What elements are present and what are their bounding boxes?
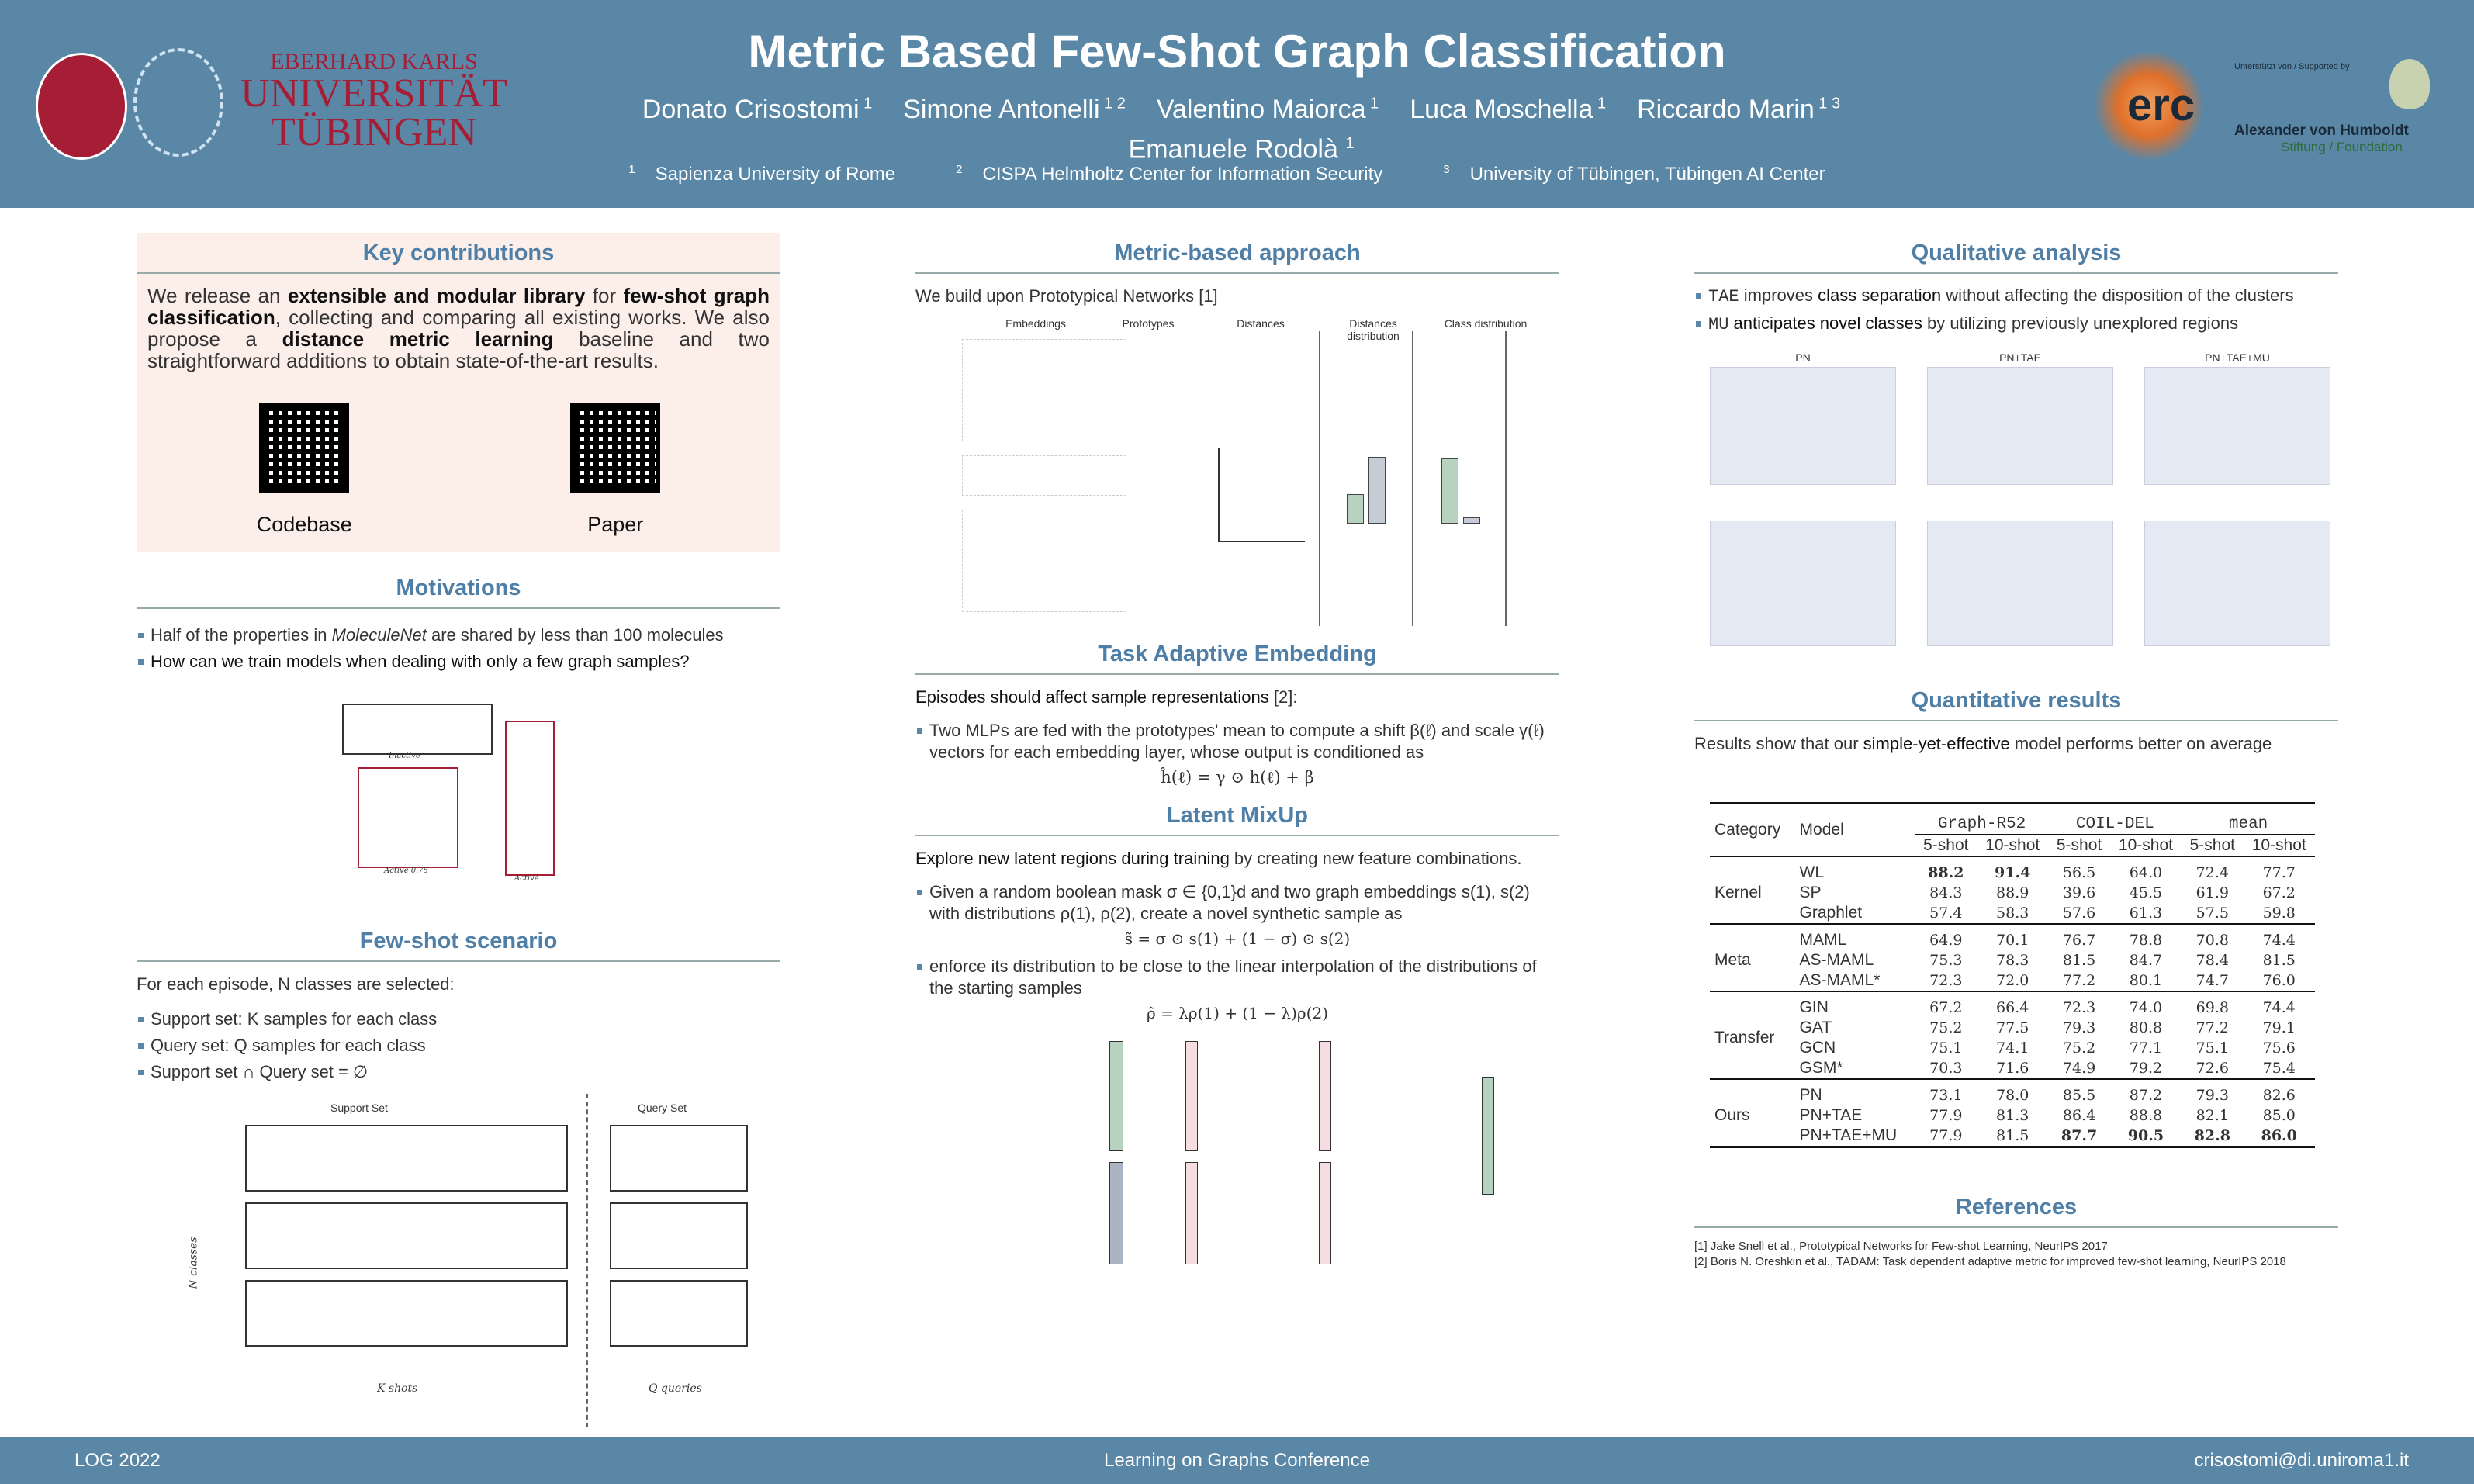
header-shot: 5-shot — [1923, 836, 1969, 854]
text-bold: anticipates novel classes — [1728, 313, 1922, 333]
value-cell: 61.3 — [2129, 905, 2163, 922]
query-row — [610, 1280, 748, 1347]
value-cell: 78.8 — [2129, 932, 2163, 949]
query-set-label: Query Set — [638, 1102, 687, 1114]
list-item: How can we train models when dealing with only a few graph samples? — [137, 651, 780, 673]
humboldt-line2: Stiftung / Foundation — [2281, 140, 2403, 154]
value-cell: 66.4 — [1996, 999, 2029, 1016]
model-cell: AS-MAML* — [1799, 971, 1881, 989]
pn-tae-scatter-plot — [1927, 367, 2113, 485]
author-affil: 1 — [1365, 95, 1379, 112]
set-divider — [586, 1094, 588, 1427]
value-cell: 72.3 — [1929, 972, 1963, 989]
support-row — [245, 1202, 568, 1269]
value-cell: 75.2 — [1929, 1019, 1963, 1036]
value-cell: 87.2 — [2129, 1087, 2163, 1104]
table-row — [1710, 1038, 2315, 1058]
value-cell: 74.7 — [2195, 972, 2229, 989]
value-cell: 86.0 — [2261, 1127, 2297, 1144]
value-cell: 57.5 — [2195, 905, 2229, 922]
value-cell: 64.0 — [2129, 864, 2163, 881]
text: by utilizing previously unexplored regions — [1922, 313, 2239, 333]
erc-logo — [2095, 51, 2203, 160]
query-row — [610, 1202, 748, 1269]
text: baseline and two straightforward additions to obtain state-of-the-art results. — [147, 327, 770, 372]
mixup-diagram — [977, 1030, 1521, 1278]
diagram-label: Distances distribution — [1347, 317, 1400, 342]
value-cell: 59.8 — [2262, 905, 2296, 922]
code-text: TAE — [1708, 287, 1739, 306]
text: are shared by less than 100 molecules — [426, 625, 724, 645]
value-cell: 45.5 — [2129, 884, 2163, 901]
class-bar-c2 — [1463, 517, 1480, 524]
value-cell: 69.8 — [2195, 999, 2229, 1016]
value-cell: 79.1 — [2262, 1019, 2296, 1036]
value-cell: 57.6 — [2062, 905, 2096, 922]
text: by creating new feature combinations. — [1229, 849, 1522, 868]
value-cell: 72.4 — [2195, 864, 2229, 881]
q-queries-label: Q queries — [649, 1382, 702, 1395]
model-cell: GCN — [1799, 1039, 1836, 1057]
affiliations — [0, 163, 2474, 185]
results-table — [1710, 802, 2315, 1148]
poster-header — [0, 0, 2474, 208]
divider — [1505, 331, 1507, 626]
value-cell: 81.5 — [2262, 952, 2296, 969]
metric-intro: We build upon Prototypical Networks [1] — [915, 286, 1218, 306]
value-cell: 79.3 — [2195, 1087, 2229, 1104]
mixup-intro — [915, 847, 1559, 870]
category-cell: Transfer — [1714, 1029, 1775, 1046]
value-cell: 86.4 — [2062, 1107, 2096, 1124]
code-text: MU — [1708, 315, 1729, 334]
value-cell: 61.9 — [2195, 884, 2229, 901]
diagram-label: Embeddings — [1005, 317, 1066, 330]
value-cell: 77.7 — [2262, 864, 2296, 881]
affiliation — [1443, 164, 1845, 185]
value-cell: 70.3 — [1929, 1060, 1963, 1077]
k-shots-label: K shots — [377, 1382, 418, 1395]
author-name: Donato Crisostomi — [642, 95, 860, 125]
text-bold: distance metric learning — [282, 327, 554, 351]
text: Episodes should affect sample representations — [915, 687, 1269, 707]
value-cell: 39.6 — [2062, 884, 2096, 901]
erc-wordmark: erc — [2127, 80, 2195, 130]
list-item: Query set: Q samples for each class — [137, 1035, 780, 1057]
author-name: Simone Antonelli — [903, 95, 1100, 125]
mixup-equation-2: ρ̃ = λρ(1) + (1 − λ)ρ(2) — [1146, 1004, 1329, 1022]
author — [1157, 95, 1379, 124]
text: , collecting and comparing all existing works. We also propose a — [147, 306, 770, 351]
list-item — [1694, 313, 2338, 336]
author-affil: 1 2 — [1099, 95, 1126, 112]
qualitative-title: Qualitative analysis — [1694, 233, 2338, 274]
author — [903, 95, 1126, 124]
synthetic-sample — [1482, 1077, 1494, 1195]
left-column — [137, 233, 780, 1435]
table-row — [1710, 903, 2315, 924]
model-cell: Graphlet — [1799, 904, 1863, 922]
value-cell: 88.9 — [1996, 884, 2029, 901]
footer-left: LOG 2022 — [74, 1450, 161, 1471]
footer-center: Learning on Graphs Conference — [1104, 1450, 1370, 1471]
motivations-list — [137, 624, 780, 673]
fewshot-title: Few-shot scenario — [137, 929, 780, 962]
masked-s2 — [1319, 1162, 1331, 1264]
text-bold: extensible and modular library — [287, 284, 586, 307]
middle-column — [915, 233, 1559, 1278]
footer-email[interactable]: crisostomi@di.uniroma1.it — [2194, 1450, 2409, 1471]
header-dataset: mean — [2182, 804, 2315, 835]
authors-line1 — [543, 87, 1939, 126]
value-cell: 79.3 — [2062, 1019, 2096, 1036]
list-item: enforce its distribution to be close to the linear interpolation of the distributions of the starting samples — [915, 956, 1559, 999]
diagram-label: Class distribution — [1444, 317, 1528, 330]
metric-title: Metric-based approach — [915, 233, 1559, 274]
table-row — [1710, 856, 2315, 883]
value-cell: 74.4 — [2262, 932, 2296, 949]
text: for — [585, 284, 624, 307]
humboldt-logo — [2234, 62, 2452, 155]
tae-intro — [915, 686, 1559, 709]
plot-title: PN+TAE+MU — [2205, 351, 2270, 364]
model-cell: SP — [1799, 884, 1822, 901]
support-set-label: Support Set — [330, 1102, 388, 1114]
mixup-list — [915, 881, 1559, 925]
text-bold: simple-yet-effective — [1863, 734, 2010, 753]
affiliation-name: Sapienza University of Rome — [655, 164, 896, 185]
header-model: Model — [1799, 821, 1844, 839]
author — [1637, 95, 1840, 124]
codebase-qr-code[interactable] — [259, 403, 349, 493]
value-cell: 75.1 — [1929, 1039, 1963, 1057]
molecule-activity-figure — [342, 704, 575, 890]
model-cell: PN+TAE+MU — [1799, 1126, 1898, 1144]
reference-2: [2] Boris N. Oreshkin et al., TADAM: Task dependent adaptive metric for improved few-shot learning, NeurIPS 2018 — [1694, 1255, 2286, 1268]
author-affil: 1 3 — [1814, 95, 1841, 112]
text: We release an — [147, 284, 288, 307]
value-cell: 72.3 — [2062, 999, 2096, 1016]
right-column — [1694, 233, 2338, 1270]
header-shot: 5-shot — [2189, 836, 2235, 854]
value-cell: 80.1 — [2129, 972, 2163, 989]
model-cell: GSM* — [1799, 1059, 1843, 1077]
text: without affecting the disposition of the clusters — [1941, 285, 2294, 305]
paper-label: Paper — [587, 513, 644, 536]
category-cell: Ours — [1714, 1106, 1750, 1124]
table-row — [1710, 1058, 2315, 1079]
list-item: Given a random boolean mask σ ∈ {0,1}d and two graph embeddings s(1), s(2) with distributions ρ(1), ρ(2), create a novel synthetic sample as — [915, 881, 1559, 925]
value-cell: 77.9 — [1929, 1107, 1963, 1124]
category-cell: Kernel — [1714, 884, 1762, 901]
table-row — [1710, 924, 2315, 950]
text-bold: few-shot graph classification — [147, 284, 770, 329]
value-cell: 74.1 — [1996, 1039, 2029, 1057]
key-contributions-title: Key contributions — [137, 233, 780, 274]
reference-1: [1] Jake Snell et al., Prototypical Networks for Few-shot Learning, NeurIPS 2017 — [1694, 1240, 2108, 1253]
mixup-list-2 — [915, 956, 1559, 999]
author-affil: 1 — [1345, 135, 1355, 153]
text: Half of the properties in — [151, 625, 332, 645]
value-cell: 75.4 — [2262, 1060, 2296, 1077]
value-cell: 64.9 — [1929, 932, 1963, 949]
active-075-molecule — [358, 767, 458, 868]
plot-title: PN — [1795, 351, 1811, 364]
value-cell: 77.9 — [1929, 1127, 1963, 1144]
text: improves — [1739, 285, 1818, 305]
query-embedding — [962, 455, 1126, 496]
inactive-molecules — [342, 704, 493, 755]
table-row — [1710, 1018, 2315, 1038]
value-cell: 67.2 — [2262, 884, 2296, 901]
pn-tae-mu-scatter-plot — [2144, 367, 2330, 485]
fewshot-figure — [183, 1102, 757, 1435]
diagram-label: Distances — [1237, 317, 1285, 330]
distance-bar-c1 — [1347, 494, 1364, 524]
codebase-label: Codebase — [256, 513, 352, 536]
value-cell: 75.6 — [2262, 1039, 2296, 1057]
header-dataset: COIL-DEL — [2048, 804, 2182, 835]
value-cell: 75.3 — [1929, 952, 1963, 969]
tae-equation: ĥ(ℓ) = γ ⊙ h(ℓ) + β — [1161, 768, 1314, 787]
author-affil: 1 — [1593, 95, 1607, 112]
paper-qr-code[interactable] — [570, 403, 660, 493]
mask-sigma — [1185, 1041, 1198, 1151]
list-item: Support set ∩ Query set = ∅ — [137, 1061, 780, 1083]
fewshot-intro: For each episode, N classes are selected: — [137, 974, 455, 994]
embedding-s1 — [1109, 1041, 1123, 1151]
value-cell: 71.6 — [1996, 1060, 2029, 1077]
value-cell: 91.4 — [1995, 864, 2031, 881]
support-row — [245, 1125, 568, 1192]
text: [2]: — [1268, 687, 1298, 707]
text-italic: MoleculeNet — [331, 625, 427, 645]
class-bar-c1 — [1441, 458, 1458, 524]
references-title: References — [1694, 1195, 2338, 1228]
author — [1410, 95, 1606, 124]
mask-one-minus-sigma — [1185, 1162, 1198, 1264]
value-cell: 77.2 — [2195, 1019, 2229, 1036]
class1-embeddings — [962, 339, 1126, 441]
n-classes-label: N classes — [187, 1237, 200, 1289]
affiliation — [956, 164, 1403, 185]
value-cell: 76.7 — [2062, 932, 2096, 949]
value-cell: 57.4 — [1929, 905, 1963, 922]
value-cell: 82.6 — [2262, 1087, 2296, 1104]
support-row — [245, 1280, 568, 1347]
value-cell: 56.5 — [2062, 864, 2096, 881]
value-cell: 74.9 — [2062, 1060, 2096, 1077]
value-cell: 81.3 — [1996, 1107, 2029, 1124]
table-row — [1710, 1126, 2315, 1147]
table-header-row — [1710, 804, 2315, 835]
table-row — [1710, 883, 2315, 903]
qualitative-list — [1694, 285, 2338, 336]
table-row — [1710, 950, 2315, 970]
model-cell: WL — [1799, 863, 1825, 881]
value-cell: 81.5 — [1996, 1127, 2029, 1144]
table-row — [1710, 1079, 2315, 1105]
pn-tae-mu-novel-class-plot — [2144, 521, 2330, 646]
text: model performs better on average — [2009, 734, 2272, 753]
authors — [543, 87, 1939, 167]
inactive-label: Inactive — [389, 752, 420, 760]
list-item: Support set: K samples for each class — [137, 1008, 780, 1030]
category-cell: Meta — [1714, 951, 1751, 969]
humboldt-portrait — [2389, 59, 2430, 109]
affiliation-number: 3 — [1443, 163, 1450, 176]
pn-tae-novel-class-plot — [1927, 521, 2113, 646]
fewshot-list — [137, 1008, 780, 1083]
divider — [1319, 331, 1320, 626]
value-cell: 88.8 — [2129, 1107, 2163, 1124]
value-cell: 73.1 — [1929, 1087, 1963, 1104]
authors-line2 — [543, 126, 1939, 166]
mixup-equation-1: s̃ = σ ⊙ s(1) + (1 − σ) ⊙ s(2) — [1124, 929, 1351, 948]
value-cell: 80.8 — [2129, 1019, 2163, 1036]
list-item — [137, 624, 780, 646]
diagram-label: Prototypes — [1122, 317, 1175, 330]
value-cell: 87.7 — [2061, 1127, 2098, 1144]
header-shot: 10-shot — [1985, 836, 2040, 854]
value-cell: 74.0 — [2129, 999, 2163, 1016]
affiliation-name: University of Tübingen, Tübingen AI Center — [1469, 164, 1825, 185]
value-cell: 76.0 — [2262, 972, 2296, 989]
affiliation-number: 2 — [956, 163, 963, 176]
table-row — [1710, 991, 2315, 1018]
author-name: Luca Moschella — [1410, 95, 1593, 125]
model-cell: MAML — [1799, 931, 1847, 949]
distance-plot — [1218, 448, 1305, 542]
header-shot: 5-shot — [2056, 836, 2102, 854]
model-cell: GIN — [1799, 998, 1829, 1016]
mixup-title: Latent MixUp — [915, 803, 1559, 836]
plot-title: PN+TAE — [1999, 351, 2041, 364]
model-cell: GAT — [1799, 1019, 1832, 1036]
key-contributions-text — [147, 285, 770, 372]
value-cell: 85.0 — [2262, 1107, 2296, 1124]
value-cell: 58.3 — [1996, 905, 2029, 922]
pn-scatter-plot — [1710, 367, 1896, 485]
value-cell: 74.4 — [2262, 999, 2296, 1016]
tubingen-wordmark: EBERHARD KARLS UNIVERSITÄT TÜBINGEN — [240, 49, 507, 154]
active-molecules — [505, 721, 555, 876]
value-cell: 75.2 — [2062, 1039, 2096, 1057]
value-cell: 85.5 — [2062, 1087, 2096, 1104]
value-cell: 82.8 — [2194, 1127, 2230, 1144]
table-row — [1710, 970, 2315, 991]
author — [642, 95, 872, 124]
class2-embeddings — [962, 510, 1126, 612]
embedding-s2 — [1109, 1162, 1123, 1264]
list-item: Two MLPs are fed with the prototypes' mean to compute a shift β(ℓ) and scale γ(ℓ) vectors for each embedding layer, whose output is conditioned as — [915, 720, 1559, 763]
model-cell: AS-MAML — [1799, 951, 1874, 969]
query-row — [610, 1125, 748, 1192]
author-name: Riccardo Marin — [1637, 95, 1815, 125]
motivations-title: Motivations — [137, 576, 780, 609]
affiliation-name: CISPA Helmholtz Center for Information Security — [982, 164, 1383, 185]
prototypical-network-diagram — [915, 316, 1528, 626]
header-dataset: Graph-R52 — [1915, 804, 2049, 835]
value-cell: 81.5 — [2062, 952, 2096, 969]
key-contributions-box — [137, 233, 780, 552]
text-bold: Explore new latent regions during training — [915, 849, 1230, 868]
value-cell: 78.0 — [1996, 1087, 2029, 1104]
active-label: Active — [514, 874, 539, 883]
quantitative-intro — [1694, 732, 2338, 756]
value-cell: 84.7 — [2129, 952, 2163, 969]
header-shot: 10-shot — [2118, 836, 2173, 854]
quantitative-title: Quantitative results — [1694, 688, 2338, 721]
value-cell: 72.6 — [2195, 1060, 2229, 1077]
tae-title: Task Adaptive Embedding — [915, 642, 1559, 675]
text-bold: class separation — [1818, 285, 1942, 305]
value-cell: 72.0 — [1996, 972, 2029, 989]
value-cell: 82.1 — [2195, 1107, 2229, 1124]
humboldt-small-text: Unterstützt von / Supported by — [2234, 62, 2350, 71]
model-cell: PN+TAE — [1799, 1106, 1863, 1124]
author-name: Valentino Maiorca — [1156, 95, 1366, 125]
list-item — [1694, 285, 2338, 308]
text: Results show that our — [1694, 734, 1863, 753]
value-cell: 67.2 — [1929, 999, 1963, 1016]
value-cell: 79.2 — [2129, 1060, 2163, 1077]
model-cell: PN — [1799, 1086, 1822, 1104]
poster-footer — [0, 1437, 2474, 1484]
value-cell: 78.3 — [1996, 952, 2029, 969]
humboldt-line1: Alexander von Humboldt — [2234, 123, 2409, 139]
value-cell: 84.3 — [1929, 884, 1963, 901]
header-shot: 10-shot — [2251, 836, 2306, 854]
affiliation-number: 1 — [628, 163, 635, 176]
distance-bar-c2 — [1368, 457, 1386, 524]
author-affil: 1 — [859, 95, 873, 112]
value-cell: 77.2 — [2062, 972, 2096, 989]
poster-title: Metric Based Few-Shot Graph Classification — [748, 26, 1726, 78]
pn-novel-class-plot — [1710, 521, 1896, 646]
value-cell: 78.4 — [2195, 952, 2229, 969]
value-cell: 90.5 — [2127, 1127, 2164, 1144]
table-row — [1710, 1105, 2315, 1126]
value-cell: 70.1 — [1996, 932, 2029, 949]
value-cell: 77.5 — [1996, 1019, 2029, 1036]
active-075-label: Active 0.75 — [384, 867, 429, 875]
value-cell: 88.2 — [1928, 864, 1964, 881]
masked-s1 — [1319, 1041, 1331, 1151]
embedding-plots — [1710, 351, 2338, 646]
value-cell: 75.1 — [2195, 1039, 2229, 1057]
tae-list — [915, 720, 1559, 763]
value-cell: 70.8 — [2195, 932, 2229, 949]
value-cell: 77.1 — [2129, 1039, 2163, 1057]
author-name: Emanuele Rodolà — [1128, 134, 1338, 164]
header-category: Category — [1714, 821, 1781, 839]
affiliation — [628, 164, 915, 185]
divider — [1412, 331, 1413, 626]
